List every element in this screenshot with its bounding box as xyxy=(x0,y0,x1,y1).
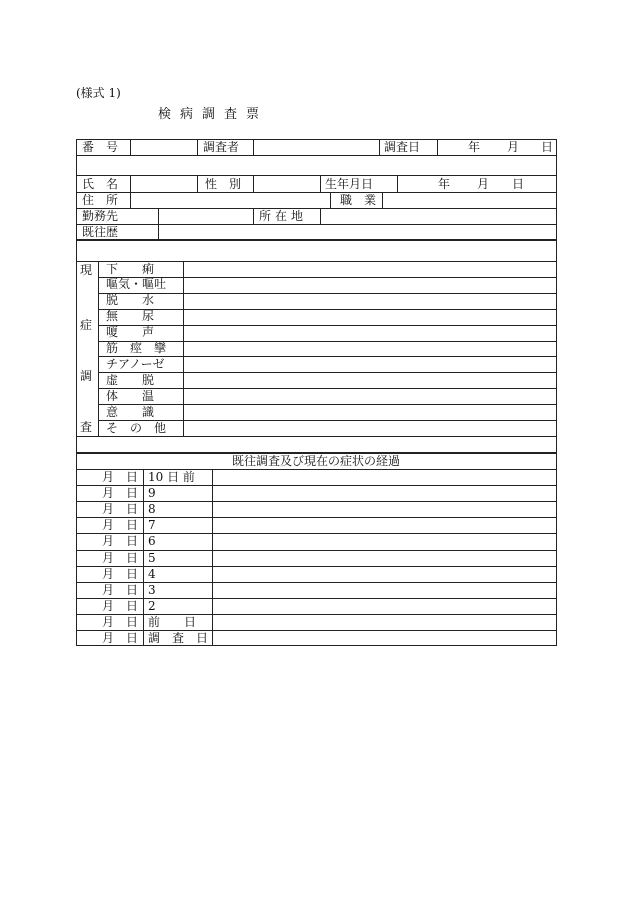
investigator-label: 調査者 xyxy=(203,140,240,154)
progress-day-label: 日 xyxy=(126,518,139,533)
progress-day-offset: 2 xyxy=(148,598,156,613)
progress-month-label: 月 xyxy=(102,534,115,549)
survey-year-label: 年 xyxy=(468,140,481,154)
progress-month-label: 月 xyxy=(102,502,115,517)
medical-history-label: 既往歴 xyxy=(82,225,119,239)
survey-month-label: 月 xyxy=(507,140,520,154)
progress-day-label: 日 xyxy=(126,470,139,484)
symptom-side-char: 症 xyxy=(80,318,93,332)
progress-month-label: 月 xyxy=(102,550,115,565)
progress-day-offset: 8 xyxy=(148,502,156,517)
progress-month-label: 月 xyxy=(102,486,115,501)
progress-day-offset: 3 xyxy=(148,582,156,597)
workplace-label: 勤務先 xyxy=(82,209,119,223)
progress-day-offset: 10 日 前 xyxy=(148,470,195,484)
progress-day-label: 日 xyxy=(126,631,139,645)
progress-month-label: 月 xyxy=(102,631,115,645)
progress-day-label: 日 xyxy=(126,534,139,549)
symptom-item: 筋 痙 攣 xyxy=(106,341,167,355)
symptom-item: そ の 他 xyxy=(106,420,167,435)
progress-day-label: 日 xyxy=(126,582,139,597)
progress-day-offset: 9 xyxy=(148,486,156,501)
form-label: (様式 1) xyxy=(76,86,121,100)
progress-day-label: 日 xyxy=(126,566,139,581)
document-title: 検病調査票 xyxy=(158,107,269,122)
symptom-item: チアノーゼ xyxy=(106,356,165,371)
progress-day-label: 日 xyxy=(126,486,139,501)
progress-month-label: 月 xyxy=(102,470,115,484)
symptom-item: 虚 脱 xyxy=(106,372,155,387)
progress-month-label: 月 xyxy=(102,614,115,629)
symptom-item: 嗄 声 xyxy=(106,325,155,340)
symptom-item: 嘔気・嘔吐 xyxy=(106,277,167,292)
progress-day-label: 日 xyxy=(126,598,139,613)
symptom-item: 脱 水 xyxy=(106,293,155,308)
progress-day-offset: 前 日 xyxy=(148,614,197,629)
symptom-side-char: 現 xyxy=(80,263,93,277)
progress-month-label: 月 xyxy=(102,566,115,581)
progress-month-label: 月 xyxy=(102,598,115,613)
birth-month-label: 月 xyxy=(477,177,490,191)
symptom-item: 下 痢 xyxy=(106,261,155,276)
progress-day-label: 日 xyxy=(126,550,139,565)
occupation-label: 職 業 xyxy=(340,193,377,207)
sex-label: 性 別 xyxy=(205,177,242,191)
address-label: 住 所 xyxy=(82,193,119,207)
progress-day-offset: 5 xyxy=(148,550,156,565)
symptom-item: 無 尿 xyxy=(106,309,155,324)
birth-date-label: 生年月日 xyxy=(325,177,374,191)
location-label: 所在地 xyxy=(259,209,308,223)
birth-day-label: 日 xyxy=(512,177,525,191)
survey-day-label: 日 xyxy=(541,140,554,154)
progress-month-label: 月 xyxy=(102,518,115,533)
progress-day-offset: 4 xyxy=(148,566,156,581)
symptom-item: 意 識 xyxy=(106,404,155,419)
name-label: 氏 名 xyxy=(82,177,119,191)
progress-month-label: 月 xyxy=(102,582,115,597)
progress-day-offset: 7 xyxy=(148,518,156,533)
number-label: 番 号 xyxy=(82,140,119,154)
progress-day-offset: 6 xyxy=(148,534,156,549)
symptom-side-char: 調 xyxy=(80,369,93,383)
symptom-side-char: 査 xyxy=(80,420,93,434)
progress-day-offset: 調 査 日 xyxy=(148,631,209,645)
progress-day-label: 日 xyxy=(126,502,139,517)
progress-title: 既往調査及び現在の症状の経過 xyxy=(232,454,401,468)
symptom-item: 体 温 xyxy=(106,388,155,403)
progress-day-label: 日 xyxy=(126,614,139,629)
survey-date-label: 調査日 xyxy=(384,140,421,154)
birth-year-label: 年 xyxy=(438,177,451,191)
